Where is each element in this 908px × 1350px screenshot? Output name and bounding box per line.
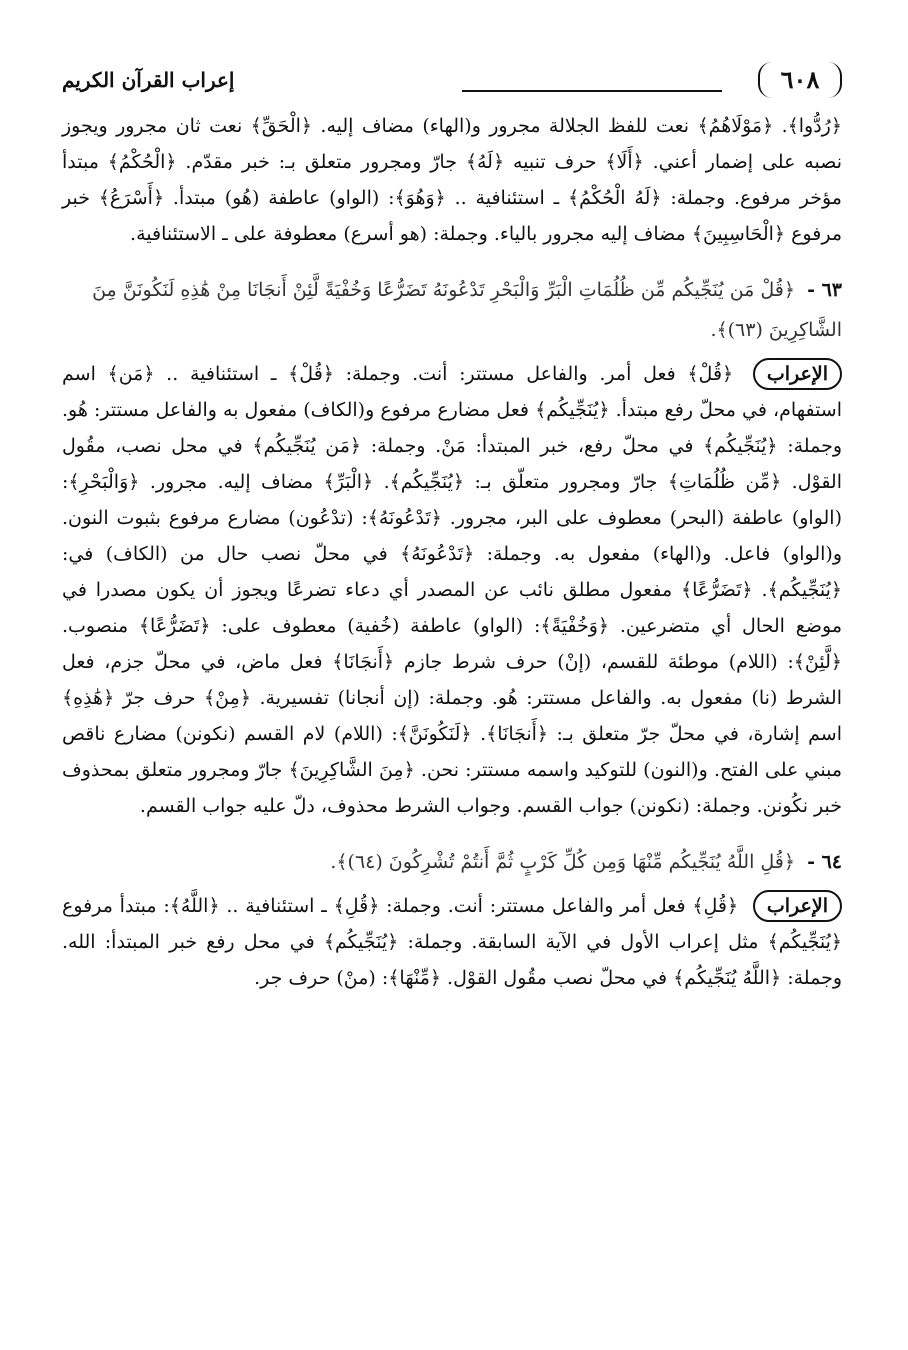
irab-label: الإعراب bbox=[753, 890, 842, 922]
verse-63 bbox=[62, 270, 842, 350]
irab-label: الإعراب bbox=[753, 358, 842, 390]
verse-number: ٦٣ - bbox=[807, 279, 842, 301]
verse-text: ﴿قُلِ اللَّهُ يُنَجِّيكُم مِّنْهَا وَمِن كُلِّ كَرْبٍ ثُمَّ أَنتُمْ تُشْرِكُونَ (٦٤)﴾. bbox=[330, 851, 796, 873]
irab-text: ﴿قُلْ﴾ فعل أمر. والفاعل مستتر: أنت. وجملة: ﴿قُلْ﴾ ـ استئنافية .. ﴿مَن﴾ اسم استفهام، في محلّ رفع مبتدأ. ﴿يُنَجِّيكُم﴾ فعل مضارع مرفوع و(الكاف) مفعول به والفاعل مستتر: هُو. وجملة: ﴿يُنَجِّيكُم﴾ في محلّ رفع، خبر المبتدأ: مَنْ. وجملة: ﴿مَن يُنَجِّيكُم﴾ في محل نصب، مقُول القوْل. ﴿مِّن ظُلُمَاتِ﴾ جارّ ومجرور متعلّق بـ: ﴿يُنَجِّيكُم﴾. ﴿الْبَرِّ﴾ مضاف إليه. مجرور. ﴿وَالْبَحْرِ﴾: (الواو) عاطفة (البحر) معطوف على البر، مجرور. ﴿تَدْعُونَهُ﴾: (تدْعُون) مضارع مرفوع بثبوت النون. و(الواو) فاعل. و(الهاء) مفعول به. وجملة: ﴿تَدْعُونَهُ﴾ في محلّ نصب حال من (الكاف) في: ﴿يُنَجِّيكُم﴾. ﴿تَضَرُّعًا﴾ مفعول مطلق نائب عن المصدر أي دعاء تضرعًا ويجوز أن يكون مصدرا في موضع الحال أي متضرعين. ﴿وَخُفْيَةً﴾: (الواو) عاطفة (خُفية) معطوف على: ﴿تَضَرُّعًا﴾ منصوب. ﴿لَّئِنْ﴾: (اللام) موطئة للقسم، (إنْ) حرف شرط جازم ﴿أَنجَانَا﴾ فعل ماض، في محلّ جزم، فعل الشرط (نا) مفعول به. والفاعل مستتر: هُو. وجملة: (إن أنجانا) تفسيرية. ﴿مِنْ﴾ حرف جرّ ﴿هَٰذِهِ﴾ اسم إشارة، في محلّ جرّ متعلق بـ: ﴿أَنجَانَا﴾. ﴿لَنَكُونَنَّ﴾: (اللام) لام القسم (نكونن) مضارع ناقص مبني على الفتح. و(النون) للتوكيد واسمه مستتر: نحن. ﴿مِنَ الشَّاكِرِينَ﴾ جارّ ومجرور متعلق بمحذوف خبر نكُونن. وجملة: (نكونن) جواب القسم. وجواب الشرط محذوف، دلّ عليه جواب القسم. bbox=[62, 363, 842, 817]
page-number: ٦٠٨ bbox=[758, 62, 842, 98]
verse-number: ٦٤ - bbox=[807, 851, 842, 873]
spacer bbox=[62, 824, 842, 834]
header-rule bbox=[462, 90, 722, 92]
page-header bbox=[62, 58, 842, 108]
book-title: إعراب القرآن الكريم bbox=[62, 68, 235, 92]
spacer bbox=[62, 252, 842, 262]
page bbox=[62, 58, 842, 1318]
verse-64 bbox=[62, 842, 842, 882]
irab-63 bbox=[62, 356, 842, 824]
verse-text: ﴿قُلْ مَن يُنَجِّيكُم مِّن ظُلُمَاتِ الْبَرِّ وَالْبَحْرِ تَدْعُونَهُ تَضَرُّعًا وَخُفْيَةً لَّئِنْ أَنجَانَا مِنْ هَٰذِهِ لَنَكُونَنَّ مِنَ الشَّاكِرِينَ (٦٣)﴾. bbox=[92, 279, 842, 341]
paragraph-continuation: ﴿رُدُّوا﴾. ﴿مَوْلَاهُمُ﴾ نعت للفظ الجلالة مجرور و(الهاء) مضاف إليه. ﴿الْحَقِّ﴾ نعت ثان مجرور ويجوز نصبه على إضمار أعني. ﴿أَلَا﴾ حرف تنبيه ﴿لَهُ﴾ جارّ ومجرور متعلق بـ: خبر مقدّم. ﴿الْحُكْمُ﴾ مبتدأ مؤخر مرفوع. وجملة: ﴿لَهُ الْحُكْمُ﴾ ـ استئنافية .. ﴿وَهُوَ﴾: (الواو) عاطفة (هُو) مبتدأ. ﴿أَسْرَعُ﴾ خبر مرفوع ﴿الْحَاسِبِينَ﴾ مضاف إليه مجرور بالياء. وجملة: (هو أسرع) معطوفة على ـ الاستئنافية. bbox=[62, 115, 842, 245]
irab-text: ﴿قُلِ﴾ فعل أمر والفاعل مستتر: أنت. وجملة: ﴿قُلِ﴾ ـ استئنافية .. ﴿اللَّهُ﴾: مبتدأ مرفوع ﴿يُنَجِّيكُم﴾ مثل إعراب الأول في الآية السابقة. وجملة: ﴿يُنَجِّيكُم﴾ في محل رفع خبر المبتدأ: الله. وجملة: ﴿اللَّهُ يُنَجِّيكُم﴾ في محلّ نصب مقُول القوْل. ﴿مِّنْهَا﴾: (منْ) حرف جر. bbox=[62, 895, 842, 989]
irab-64 bbox=[62, 888, 842, 996]
